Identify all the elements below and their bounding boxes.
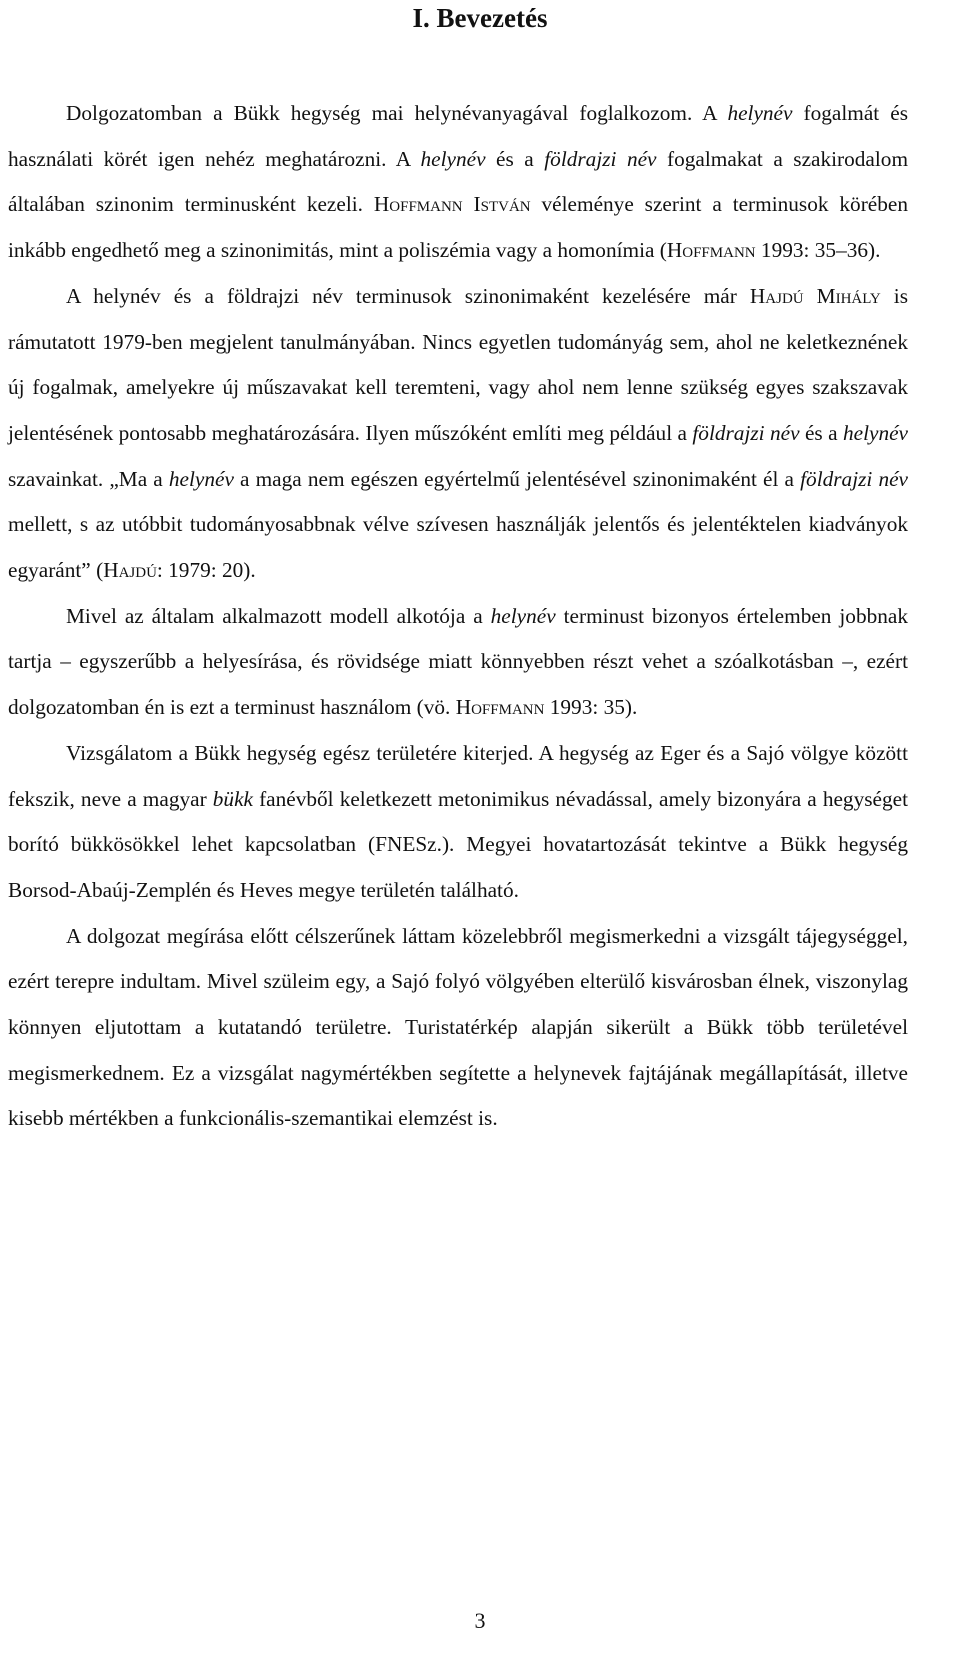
text-run: és a (485, 146, 545, 171)
text-run: 1993: 35). (544, 695, 638, 720)
paragraph (8, 914, 908, 1143)
author-name: Hajdú (103, 558, 157, 583)
body-text (8, 91, 908, 1142)
paragraph (8, 594, 908, 731)
text-run: Dolgozatomban a Bükk hegység mai helynévanyagával foglalkozom. A (66, 101, 728, 125)
paragraph (8, 274, 908, 594)
italic-term: helynév (420, 146, 486, 171)
text-run: fogalmát és használati körét igen nehéz meghatározni. A (8, 101, 908, 171)
text-run: a maga nem egészen egyértelmű jelentésével szinonimaként él a (233, 466, 801, 491)
text-run: és a (799, 420, 843, 445)
italic-term: helynév (842, 420, 908, 445)
italic-term: helynév (727, 101, 793, 125)
text-run: Mivel az általam alkalmazott modell alkotója a (66, 603, 491, 628)
author-name: Hoffmann (666, 238, 756, 263)
text-run: A dolgozat megírása előtt célszerűnek láttam közelebbről megismerkedni a vizsgált tájegységgel, ezért terepre indultam. Mivel szüleim egy, a Sajó folyó völgyében elterülő kisvárosban élnek, viszonylag könnyen eljutottam a kutatandó területre. Turistatérkép alapján sikerült a Bükk több területével megismerkednem. Ez a vizsgálat nagymértékben segítette a helynevek fajtájának megállapítását, illetve kisebb mértékben a funkcionális-szemantikai elemzést is. (8, 923, 908, 1131)
italic-term: bükk (212, 786, 253, 811)
author-name: Hoffmann (455, 695, 545, 720)
text-run: 1993: 35–36). (755, 238, 881, 263)
chapter-heading: I. Bevezetés (412, 3, 548, 33)
page-number: 3 (474, 1608, 486, 1633)
text-run: : 1979: 20). (156, 558, 256, 583)
text-run: szavainkat. „Ma a (8, 466, 169, 491)
text-run: fogalmakat a szakirodalom általában szinonim terminusként kezeli. (8, 146, 909, 217)
author-name: Hoffmann István (373, 192, 531, 217)
text-run: Vizsgálatom a Bükk hegység egész területére kiterjed. A hegység az Eger és a Sajó völgye között fekszik, neve a magyar (8, 740, 908, 811)
author-name: Hajdú Mihály (749, 283, 881, 308)
italic-term: földrajzi név (544, 146, 657, 171)
text-run: véleménye szerint a terminusok körében inkább engedhető meg a szinonimitás, mint a poliszémia vagy a homonímia ( (8, 192, 909, 263)
italic-term: helynév (490, 603, 556, 628)
text-run: is rámutatott 1979-ben megjelent tanulmányában. Nincs egyetlen tudományág sem, ahol ne keletkeznének új fogalmak, amelyekre új műszavakat kell teremteni, vagy ahol nem lenne szükség egyes szakszavak jelentésének pontosabb meghatározására. Ilyen műszóként említi meg például a (8, 283, 909, 445)
text-run: fanévből keletkezett metonimikus névadással, amely bizonyára a hegységet borító bükkösökkel lehet kapcsolatban (FNESz.). Megyei hovatartozását tekintve a Bükk hegység Borsod-Abaúj-Zemplén és Heves megye területén található. (8, 786, 908, 902)
italic-term: földrajzi név (692, 420, 800, 445)
italic-term: földrajzi név (800, 466, 908, 491)
paragraph (8, 731, 908, 914)
text-run: A helynév és a földrajzi név terminusok szinonimaként kezelésére már (66, 283, 750, 308)
text-run: mellett, s az utóbbit tudományosabbnak vélve szívesen használják jelentős és jelentéktelen kiadványok egyaránt” ( (8, 512, 908, 583)
paragraph (8, 91, 908, 274)
italic-term: helynév (168, 466, 234, 491)
text-run: terminust bizonyos értelemben jobbnak tartja – egyszerűbb a helyesírása, és rövidsége miatt könnyebben részt vehet a szóalkotásban –, ezért dolgozatomban én is ezt a terminust használom (vö. (8, 603, 908, 720)
